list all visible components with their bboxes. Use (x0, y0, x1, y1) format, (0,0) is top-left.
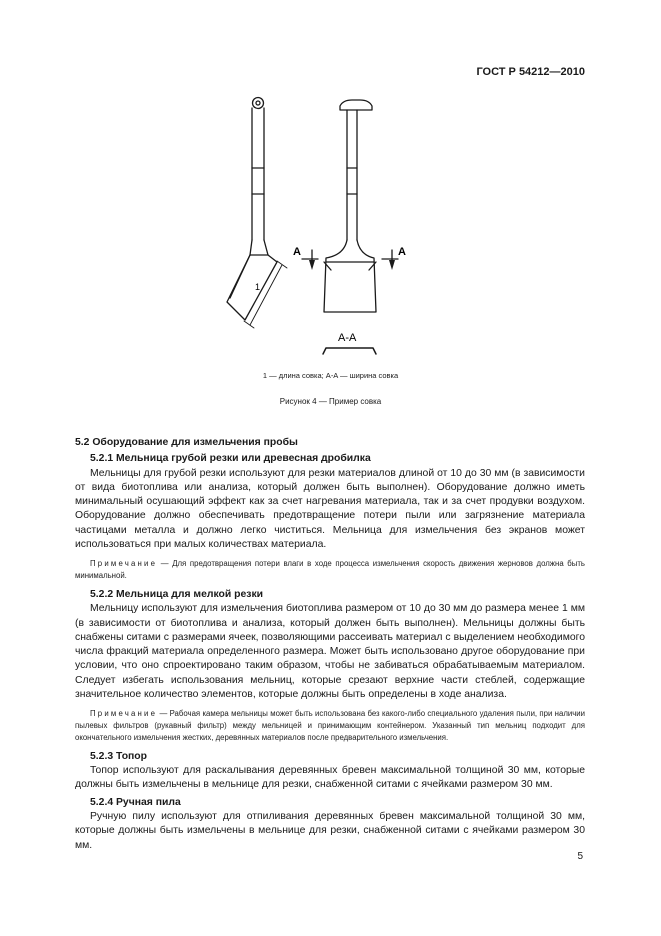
dim-length-label: 1 (255, 282, 261, 292)
front-t-handle (340, 100, 372, 110)
section-5-2-2-text: Мельницу используют для измельчения биотоплива размером от 10 до 30 мм до размера менее 1 мм (в зависимости от биотоплива и анализа, который должен быть выполнен). Мельницы должны быть снабжены ситами с размерами ячеек, позволяющими рассеивать материал с выделением необходимого числа фракций материала определенного размера. Может быть использовано другое оборудование при условии, что оно спроектировано таким образом, чтобы не забиваться обрабатываемым материалом. Следует избегать использования мельниц, которые срезают верхние части стеблей, содержащие значительное количество элементов, которые должны быть определены в ходе анализа. (75, 603, 585, 701)
section-5-2-4-title: 5.2.4 Ручная пила (90, 796, 181, 808)
scoop-drawing (0, 90, 661, 380)
figure-legend: 1 — длина совка; A-A — ширина совка (262, 371, 399, 380)
section-left-label: A (293, 246, 301, 258)
section-right-label: A (398, 246, 406, 258)
front-blade (324, 240, 376, 312)
handle-ring (253, 98, 264, 109)
handle-ring-inner (256, 101, 260, 105)
section-5-2-1-text: Мельницы для грубой резки используют для резки материалов длиной от 10 до 30 мм (в зависимости от вида биотоплива или анализа, который должен быть выполнен). Оборудование должно иметь минимальный осушающий эффект как за счет нагревания материала, так и за счет продувки воздухом. Оборудование должно обеспечивать предотвращение потери пыли или загрязнение материала частицами металла и должно легко чиститься. Мельница для измельчения без экранов может использоваться при малых количествах материала. (75, 467, 585, 551)
section-5-2-2-title: 5.2.2 Мельница для мелкой резки (90, 588, 264, 600)
page-number: 5 (577, 851, 583, 862)
section-title-label: A-A (338, 332, 357, 344)
note-text: — Для предотвращения потери влаги в ходе процесса измельчения скорость движения жерновов должна быть минимальной. (75, 559, 585, 581)
figure-caption: Рисунок 4 — Пример совка (279, 397, 382, 406)
section-5-2-3-title: 5.2.3 Топор (90, 750, 148, 762)
section-profile (323, 348, 376, 354)
section-5-2-title: 5.2 Оборудование для измельчения пробы (75, 437, 298, 448)
note-text: — Рабочая камера мельницы может быть использована без какого-либо специального удаления пыли, при наличии пылевых фильтров (рукавный фильтр) между мельницей и принимающим контейнером. Указанный тип мельниц подходит для окончательного измельчения жестких, деревянных материалов после предварительного измельчения. (75, 709, 585, 742)
note-5-2-2 (75, 708, 585, 743)
note-label: Примечание (90, 709, 158, 719)
section-5-2-3-text: Топор используют для раскалывания деревянных бревен максимальной толщиной 30 мм, которые должны быть измельчены в мельнице для резки, снабженной ситами с ячейками размером 30 мм. (75, 765, 585, 791)
scoop-figure (0, 90, 661, 380)
standard-header: ГОСТ Р 54212—2010 (476, 66, 585, 78)
note-label: Примечание (90, 559, 158, 569)
section-5-2-4-text: Ручную пилу используют для отпиливания деревянных бревен максимальной толщиной 30 мм, которые должны быть измельчены в мельнице для резки, снабженной ситами с ячейками размером 30 мм. (75, 810, 585, 851)
note-5-2-1 (75, 558, 585, 582)
section-5-2-1-title: 5.2.1 Мельница грубой резки или древесная дробилка (90, 453, 371, 465)
document-body (75, 436, 585, 853)
